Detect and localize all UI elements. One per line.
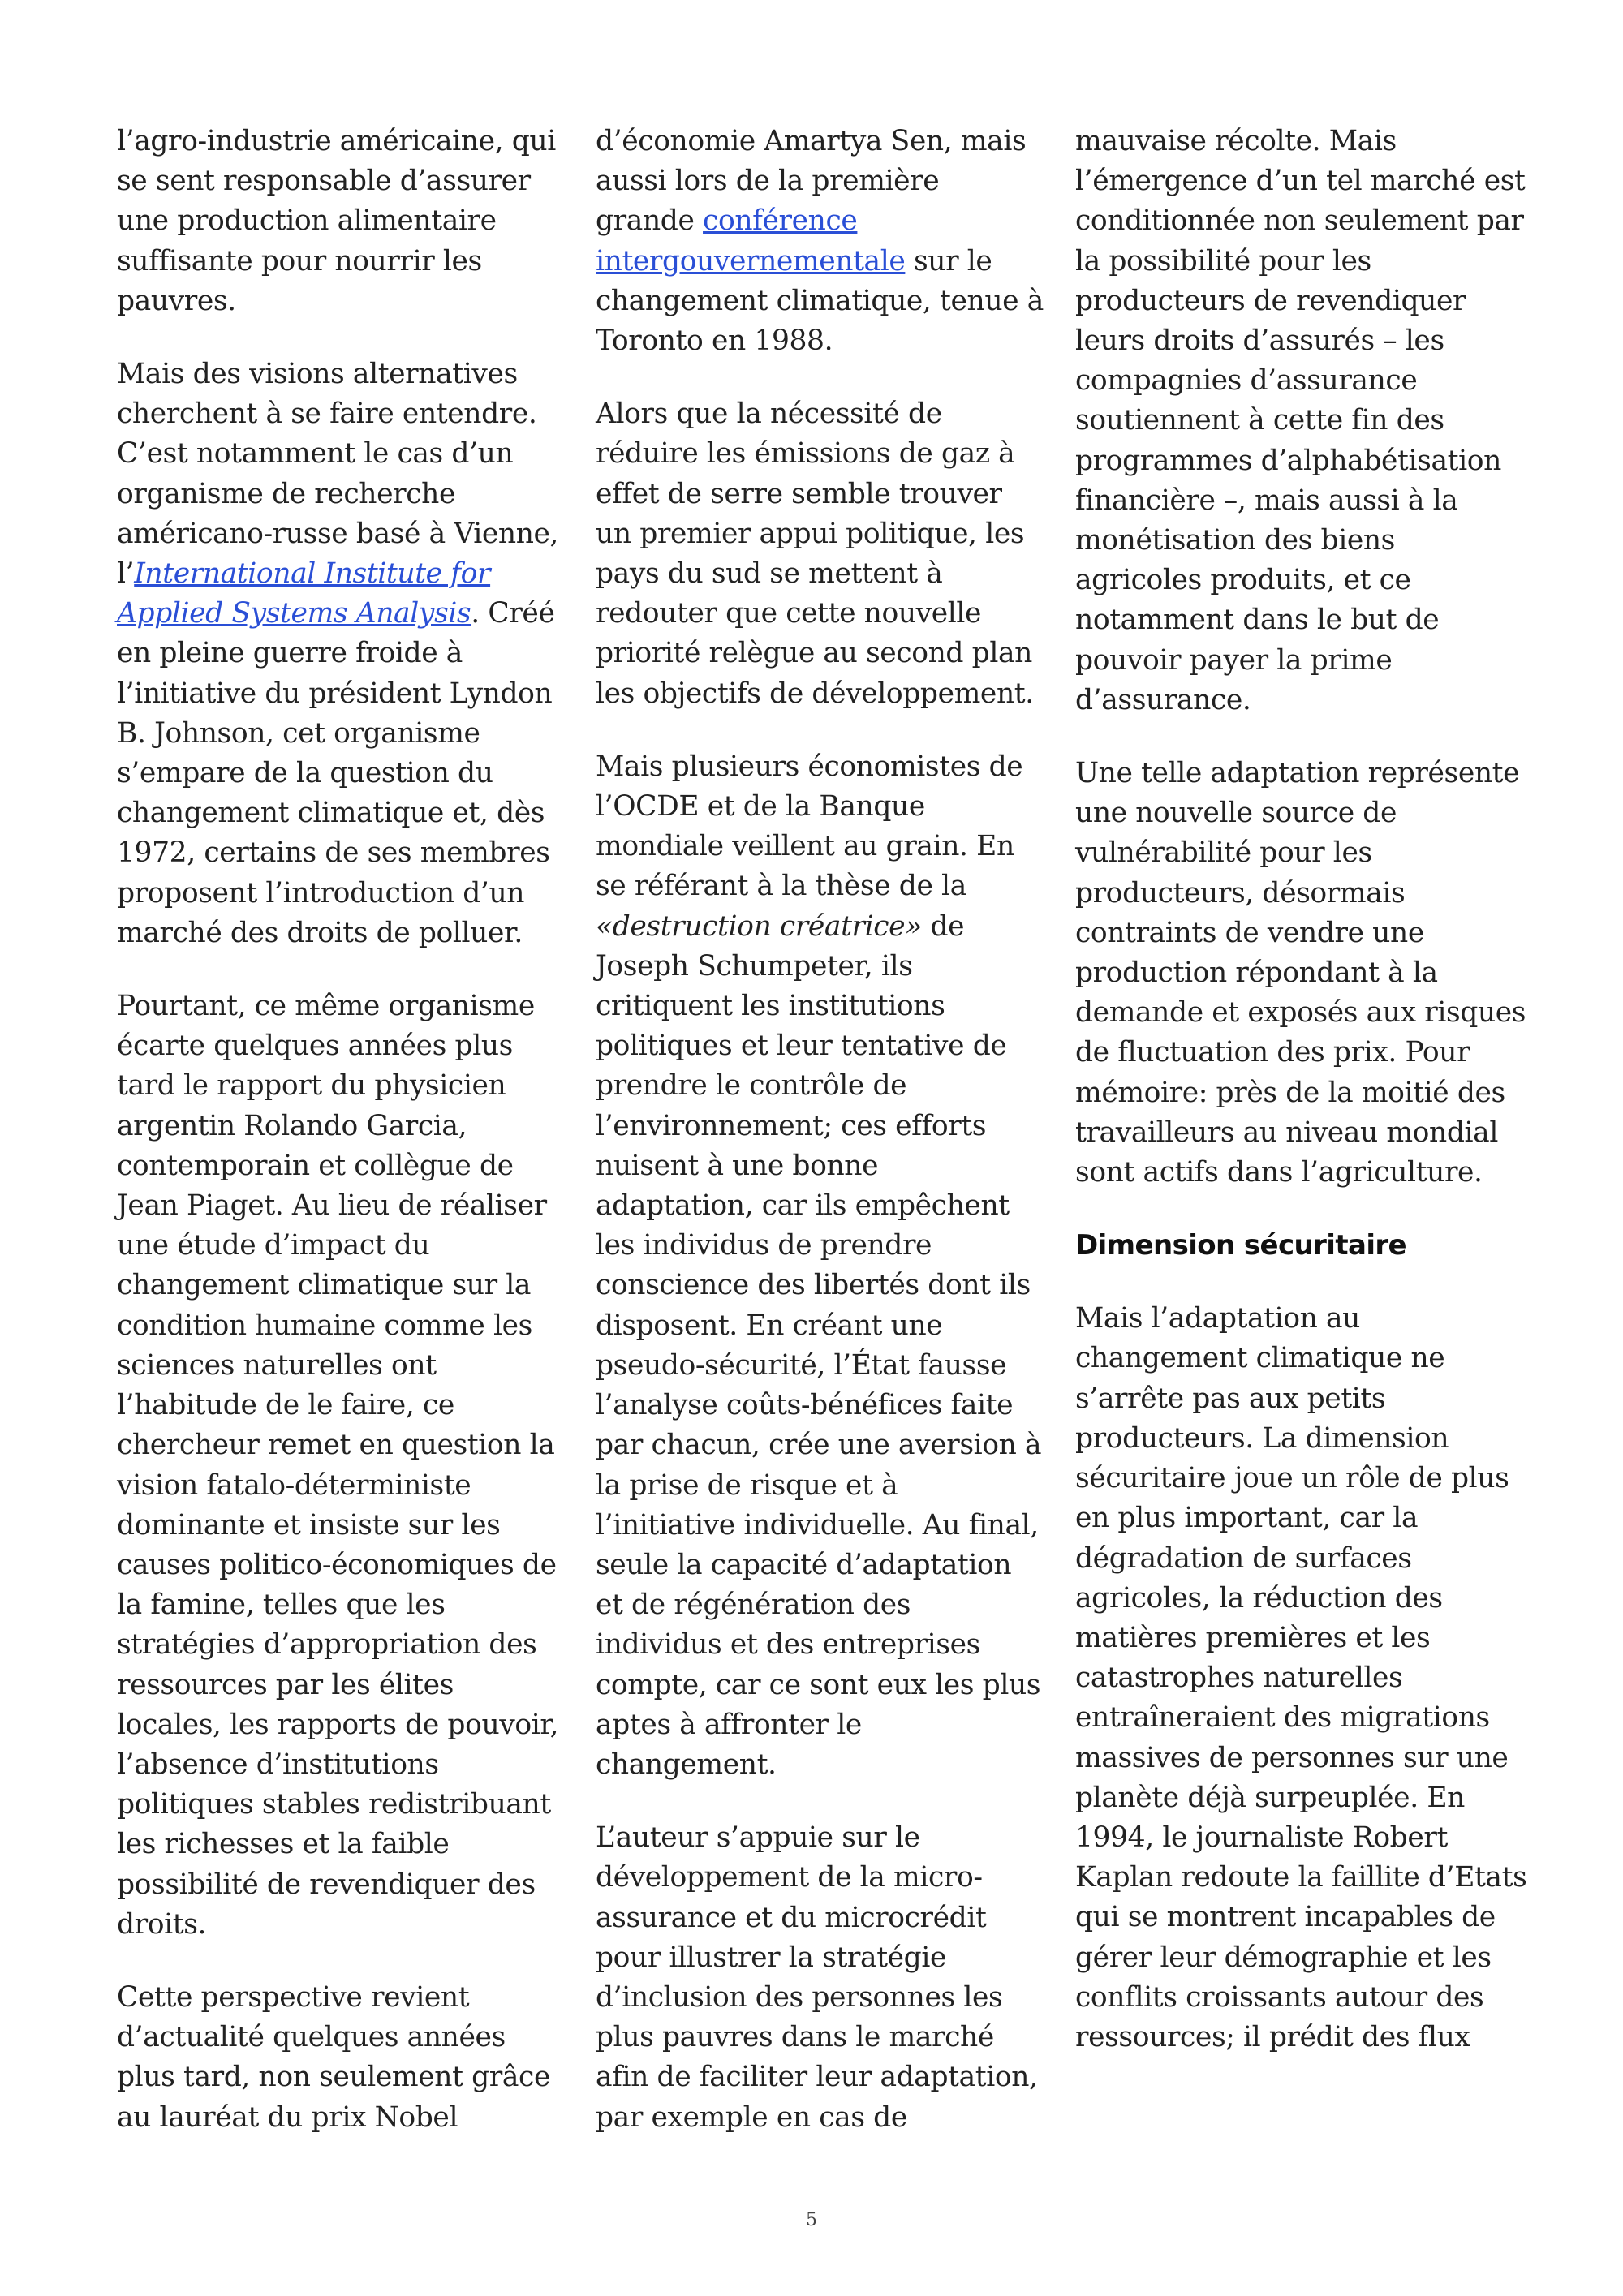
paragraph-text: de Joseph Schumpeter, ils critiquent les institutions politiques et leur tentative de prendre le contrôle de l’environnement; ces efforts nuisent à une bonne adaptation, car ils empêchent les individus de prendre conscience des libertés dont ils disposent. En créant une pseudo-sécurité, l’État fausse l’analyse coûts-bénéfices faite par chacun, crée une aversion à la prise de risque et à l’initiative individuelle. Au final, seule la capacité d’adaptation et de régénération des individus et des entreprises compte, car ce sont eux les plus aptes à affronter le changement.: [596, 909, 1042, 1781]
text-column-left: [117, 122, 565, 2171]
page-number: 5: [806, 2210, 817, 2230]
iiasa-link[interactable]: International Institute for Applied Systems Analysis: [117, 557, 491, 630]
paragraph: mauvaise récolte. Mais l’émergence d’un tel marché est conditionnée non seulement par la possibilité pour les producteurs de revendiquer leurs droits d’assurés – les compagnies d’assurance soutiennent à cette fin des programmes d’alphabétisation financière –, mais aussi à la monétisation des biens agricoles produits, et ce notamment dans le but de pouvoir payer la prime d’assurance.: [1075, 125, 1526, 716]
paragraph-text: sur le changement climatique, tenue à Toronto en 1988.: [596, 244, 1044, 358]
quoted-term: «destruction créatrice»: [596, 909, 922, 943]
paragraph: Cette perspective revient d’actualité quelques années plus tard, non seulement grâce au lauréat du prix Nobel: [117, 1980, 550, 2134]
paragraph: [117, 355, 565, 953]
section-heading: Dimension sécuritaire: [1075, 1229, 1407, 1262]
paragraph-text: d’économie Amartya Sen, mais aussi lors de la première grande: [596, 125, 1027, 238]
paragraph: l’agro-industrie américaine, qui se sent responsable d’assurer une production alimentaire suffisante pour nourrir les pauvres.: [117, 125, 556, 317]
paragraph: L’auteur s’appuie sur le développement de la micro-assurance et du microcrédit pour illustrer la stratégie d’inclusion des personnes les plus pauvres dans le marché afin de faciliter leur adaptation, par exemple en cas de: [596, 1821, 1038, 2134]
paragraph: Mais l’adaptation au changement climatique ne s’arrête pas aux petits producteurs. La dimension sécuritaire joue un rôle de plus en plus important, car la dégradation de surfaces agricoles, la réduction des matières premières et les catastrophes naturelles entraîneraient des migrations massives de personnes sur une planète déjà surpeuplée. En 1994, le journaliste Robert Kaplan redoute la faillite d’Etats qui se montrent incapables de gérer leur démographie et les conflits croissants autour des ressources; il prédit des flux: [1075, 1302, 1527, 2053]
paragraph-text: . Créé en pleine guerre froide à l’initiative du président Lyndon B. Johnson, cet organisme s’empare de la question du changement climatique et, dès 1972, certains de ses membres proposent l’introduction d’un marché des droits de polluer.: [117, 597, 555, 949]
paragraph-text: Mais plusieurs économistes de l’OCDE et de la Banque mondiale veillent au grain. En se référant à la thèse de la: [596, 750, 1023, 903]
paragraph: Pourtant, ce même organisme écarte quelques années plus tard le rapport du physicien argentin Rolando Garcia, contemporain et collègue de Jean Piaget. Au lieu de réaliser une étude d’impact du changement climatique sur la condition humaine comme les sciences naturelles ont l’habitude de le faire, ce chercheur remet en question la vision fatalo-déterministe dominante et insiste sur les causes politico-économiques de la famine, telles que les stratégies d’appropriation des ressources par les élites locales, les rapports de pouvoir, l’absence d’institutions politiques stables redistribuant les richesses et la faible possibilité de revendiquer des droits.: [117, 990, 559, 1941]
paragraph: Une telle adaptation représente une nouvelle source de vulnérabilité pour les producteurs, désormais contraints de vendre une production répondant à la demande et exposés aux risques de fluctuation des prix. Pour mémoire: près de la moitié des travailleurs au niveau mondial sont actifs dans l’agriculture.: [1075, 757, 1526, 1189]
text-column-middle: [596, 122, 1044, 2171]
paragraph: [596, 747, 1044, 1785]
text-column-right: [1075, 122, 1530, 2091]
paragraph-text: Mais des visions alternatives cherchent à se faire entendre. C’est notamment le cas d’un organisme de recherche américano-russe basé à Vienne, l’: [117, 358, 559, 591]
paragraph: Alors que la nécessité de réduire les émissions de gaz à effet de serre semble trouver un premier appui politique, les pays du sud se mettent à redouter que cette nouvelle priorité relègue au second plan les objectifs de développement.: [596, 398, 1034, 710]
conference-link[interactable]: conférence intergouvernementale: [596, 204, 906, 277]
paragraph: [596, 122, 1044, 361]
